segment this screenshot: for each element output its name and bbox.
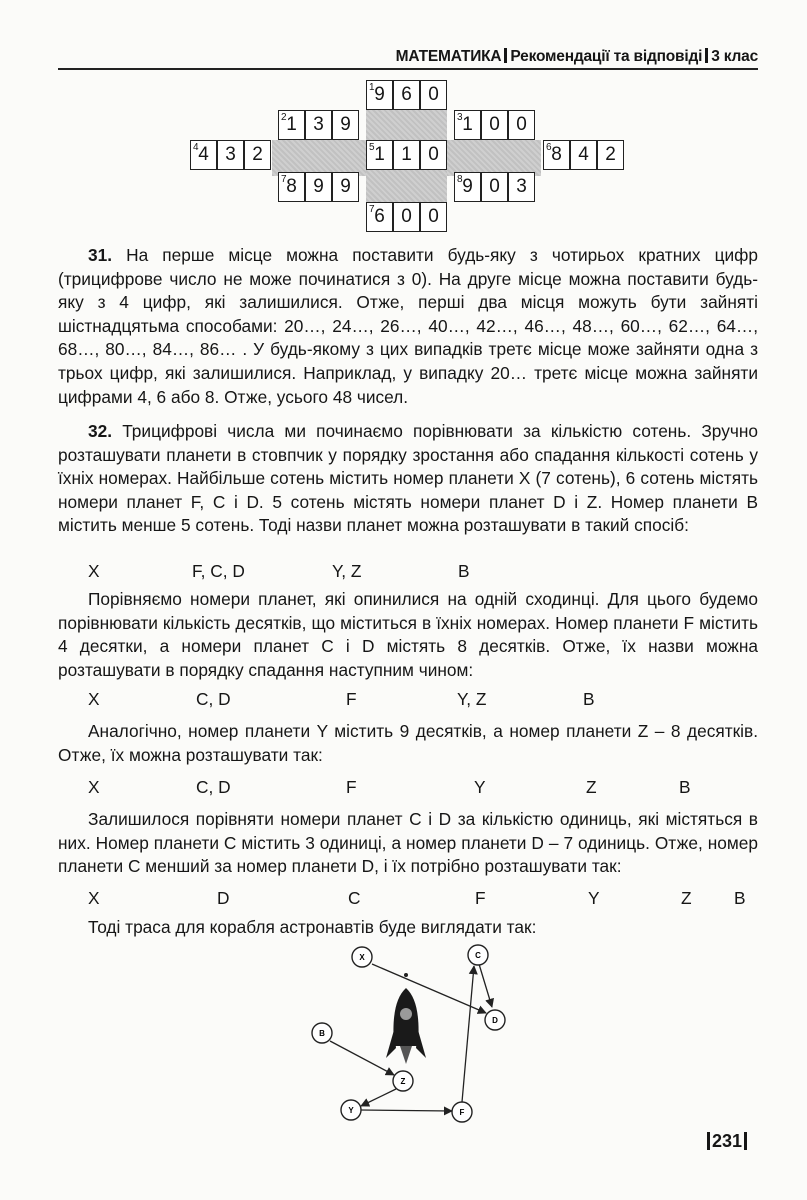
route-dot (404, 973, 408, 977)
order-item: C, D (196, 777, 231, 797)
order-item: X (88, 777, 100, 797)
order-item: X (88, 888, 100, 908)
puzzle-cell: 9 (332, 172, 359, 202)
paragraph-text: Порівняємо номери планет, які опинилися на одній сходинці. Для цього будемо порівнювати кількість десятків, що міститься в їхніх номерах. Номер планети F містить 4 десятки, а номери планет C і D містять 8 десятків. Отже, їх назви можна розташувати в порядку спадання наступним чином: (58, 589, 758, 680)
svg-text:X: X (359, 953, 365, 962)
puzzle-cell: 0 (393, 202, 420, 232)
puzzle-cell: 7 6 (366, 202, 393, 232)
order-item: B (458, 561, 470, 581)
exercise-31 (58, 244, 758, 409)
order-item: F, C, D (192, 561, 245, 581)
order-item: X (88, 689, 100, 709)
order-item: B (583, 689, 595, 709)
puzzle-cell: 1 (393, 140, 420, 170)
svg-text:Y: Y (348, 1106, 354, 1115)
order-item: C (348, 888, 361, 908)
puzzle-cell: 9 (305, 172, 332, 202)
puzzle-cell: 2 (597, 140, 624, 170)
puzzle-cell: 3 1 (454, 110, 481, 140)
exercise-32 (58, 420, 758, 538)
puzzle-cell: 0 (481, 172, 508, 202)
route-arrow-z-y (361, 1089, 396, 1106)
order-item: Y (588, 888, 600, 908)
order-item: Z (586, 777, 597, 797)
order-item: D (217, 888, 230, 908)
order-item: Y (474, 777, 486, 797)
order-item: B (679, 777, 691, 797)
route-arrow-f-c (462, 966, 474, 1102)
header-grade: 3 клас (711, 48, 758, 65)
puzzle-cell: 9 (332, 110, 359, 140)
exercise-text: На перше місце можна поставити будь-яку з чотирьох кратних цифр (трицифрове число не може починатися з 0). На друге місце можна поставити будь-яку з 4 цифр, які залишилися. Отже, перші два місця можуть бути зайняті шістнадцятьма способами: 20…, 24…, 26…, 40…, 42…, 46…, 48…, 60…, 62…, 64…, 68…, 80…, 84…, 86… . У будь-якому з цих випадків третє місце може зайняти одна з трьох цифр, які залишилися. Наприклад, у випадку 20… третє місце можна зайняти цифрами 4, 6 або 8. Отже, усього 48 чисел. (58, 245, 758, 407)
order-item: X (88, 561, 100, 581)
order-item: Z (681, 888, 692, 908)
order-item: F (346, 689, 357, 709)
exercise-number: 32. (88, 421, 113, 441)
route-diagram (300, 938, 540, 1128)
order-item: F (346, 777, 357, 797)
header-separator (705, 48, 708, 63)
route-arrow-y-f (361, 1110, 452, 1111)
puzzle-cell: 0 (420, 202, 447, 232)
route-node-z (393, 1071, 413, 1091)
header-separator (504, 48, 507, 63)
puzzle-cell: 7 8 (278, 172, 305, 202)
puzzle-cell: 0 (420, 80, 447, 110)
route-node-y (341, 1100, 361, 1120)
puzzle-cell: 6 8 (543, 140, 570, 170)
puzzle-cell: 4 4 (190, 140, 217, 170)
rocket-icon (386, 988, 426, 1064)
puzzle-cell: 8 9 (454, 172, 481, 202)
ordering-row (0, 888, 807, 912)
route-node-f (452, 1102, 472, 1122)
order-item: F (475, 888, 486, 908)
header-subject: МАТЕМАТИКА (395, 48, 502, 65)
puzzle-cell: 5 1 (366, 140, 393, 170)
paragraph-text: Залишилося порівняти номери планет C і D за кількістю одиниць, які містяться в них. Номер планети C містить 3 одиниці, а номер планети D – 7 одиниць. Отже, номер планети C менший за номер планети D, і їх потрібно розташувати так: (58, 809, 758, 877)
ordering-row (0, 561, 807, 585)
paragraph-tens (58, 588, 758, 682)
exercise-number: 31. (88, 245, 113, 265)
svg-text:B: B (319, 1029, 325, 1038)
paragraph-units (58, 808, 758, 879)
puzzle-cell: 4 (570, 140, 597, 170)
order-item: Y, Z (332, 561, 362, 581)
route-arrow-c-d (479, 964, 492, 1007)
paragraph-route (58, 916, 758, 940)
route-node-b (312, 1023, 332, 1043)
puzzle-cell: 2 (244, 140, 271, 170)
puzzle-cell: 0 (508, 110, 535, 140)
svg-text:F: F (459, 1108, 465, 1117)
puzzle-cell: 0 (420, 140, 447, 170)
paragraph-yz (58, 720, 758, 767)
puzzle-cell: 3 (508, 172, 535, 202)
route-arrow-b-z (330, 1041, 394, 1075)
puzzle-cell: 0 (481, 110, 508, 140)
svg-text:D: D (492, 1016, 498, 1025)
ordering-row (0, 777, 807, 801)
route-node-c (468, 945, 488, 965)
page-number: 231 (705, 1131, 749, 1152)
puzzle-cell: 3 (217, 140, 244, 170)
paragraph-text: Тоді траса для корабля астронавтів буде виглядати так: (88, 917, 537, 937)
puzzle-cell: 1 9 (366, 80, 393, 110)
order-item: Y, Z (457, 689, 487, 709)
route-node-d (485, 1010, 505, 1030)
puzzle-cell: 2 1 (278, 110, 305, 140)
order-item: B (734, 888, 746, 908)
exercise-text: Трицифрові числа ми починаємо порівнювати за кількістю сотень. Зручно розташувати планети в стовпчик у порядку зростання або спадання кількості сотень у їхніх номерах. Найбільше сотень містить номер планети X (7 сотень), 6 сотень містять номери планет F, C і D. 5 сотень містять номери планет D і Z. Номер планети B містить менше 5 сотень. Тоді назви планет можна розташувати в такий спосіб: (58, 421, 758, 536)
puzzle-cell: 3 (305, 110, 332, 140)
paragraph-text: Аналогічно, номер планети Y містить 9 десятків, а номер планети Z – 8 десятків. Отже, їх можна розташувати так: (58, 721, 758, 765)
ordering-row (0, 689, 807, 713)
header-rule (58, 68, 758, 70)
route-arrow-x-d (372, 964, 486, 1013)
header-section: Рекомендації та відповіді (510, 48, 703, 65)
svg-text:C: C (475, 951, 481, 960)
puzzle-cell: 6 (393, 80, 420, 110)
order-item: C, D (196, 689, 231, 709)
svg-text:Z: Z (400, 1077, 406, 1086)
page-header (58, 48, 758, 66)
route-node-x (352, 947, 372, 967)
